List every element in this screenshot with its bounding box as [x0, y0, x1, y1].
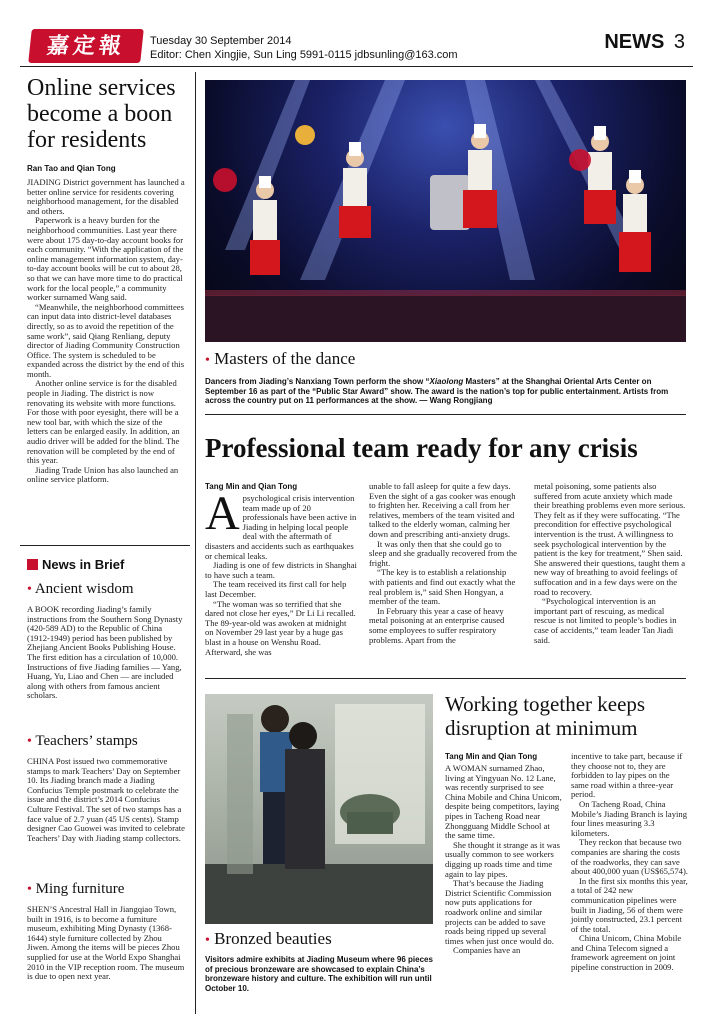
brief-title-text: Ancient wisdom: [34, 581, 134, 597]
crisis-headline: Professional team ready for any crisis: [205, 433, 638, 463]
bronze-caption: Visitors admire exhibits at Jiading Museum where 96 pieces of precious bronzeware are showcased to explain China’s bronzeware history and culture. The exhibition will run until October 10.: [205, 955, 433, 993]
crisis-paragraph: “The key is to establish a relationship with patients and find out exactly what the real problem is,” said Shen Hongyan, a member of the team.: [369, 567, 516, 607]
working-headline: Working together keeps disruption at minimum: [445, 692, 646, 740]
crisis-column-2: [369, 482, 521, 645]
brief-item-stamps: [27, 732, 185, 843]
working-column-2: [571, 752, 688, 973]
bullet-icon: •: [27, 882, 32, 897]
brief-title-text: Ming furniture: [35, 881, 125, 897]
masthead-logo-text: 嘉定報: [45, 33, 127, 59]
crisis-paragraph: It was only then that she could go to sleep and she gradually recovered from the fright.: [369, 538, 517, 568]
editor-line: Editor: Chen Xingjie, Sun Ling 5991-0115 jdbsunling@163.com: [150, 49, 458, 61]
drop-cap: A: [205, 487, 240, 540]
dance-caption: [205, 377, 686, 406]
brief-item-ancient: [27, 580, 185, 701]
brief-item-furniture: [27, 880, 185, 982]
crisis-paragraph: psychological crisis intervention team made up of 20 professionals have been active in Jiading in helping local people deal with the aftermath of disasters and accidents such as earthquakes or chemical leaks.: [205, 493, 357, 561]
brief-text: SHEN’S Ancestral Hall in Jiangqiao Town, built in 1916, is to become a furniture museum, exhibiting Ming Dynasty (1368-1644) style furniture collected by Zhou Jiwen. Among the items will be pieces Zhou supplied for use at the World Expo Shanghai 2010 in the VIP reception room. The museum is due to open next year.: [27, 904, 185, 982]
online-paragraph: Jiading Trade Union has also launched an online service platform.: [27, 464, 179, 485]
dance-caption-part: Dancers from Jiading’s Nanxiang Town perform the show “: [205, 377, 430, 386]
crisis-column-1: [205, 487, 357, 657]
online-article-body: [27, 178, 185, 485]
crisis-paragraph: In February this year a case of heavy metal poisoning at an enterprise caused some employees to suffer respiratory problems. Apart from the: [369, 605, 505, 645]
crisis-paragraph: “The woman was so terrified that she dared not close her eyes,” Dr Li Li recalled. The 89-year-old was awoken at midnight on November 29 last year by a huge gas blast in a house on Wenshu Road. Afterward, she was: [205, 598, 356, 657]
crisis-byline: Tang Min and Qian Tong: [205, 482, 298, 491]
working-paragraph: In the first six months this year, a total of 242 new communication pipelines were built in Jiading, 56 of them were jointly constructed, 23.1 percent of the total.: [571, 875, 688, 934]
dance-caption-part: Masters” at the Shanghai Oriental Arts Center on September 16 as part of the “Public Star Award” show. The award is the nation’s top for public entertainment. Artists from across the country put on 11 performances at the show. — Wang Rongjiang: [205, 377, 669, 406]
dance-caption-italic: Xiaolong: [429, 377, 464, 386]
column-divider: [195, 72, 196, 1014]
left-section-rule: [20, 545, 190, 546]
working-paragraph: They reckon that because two companies are sharing the costs of the roadworks, they can save about 400,000 yuan (US$65,574).: [571, 837, 688, 877]
online-paragraph: JIADING District government has launched a better online service for residents covering neighborhood management, for the disabled and others.: [27, 177, 185, 216]
issue-date: Tuesday 30 September 2014: [150, 35, 292, 47]
dance-rule: [205, 414, 686, 415]
section-label: [604, 31, 685, 54]
dance-photo-illustration: [205, 80, 686, 342]
crisis-paragraph: The team received its first call for help last December.: [205, 579, 347, 599]
working-paragraph: China Unicom, China Mobile and China Telecom signed a framework agreement on joint pipeline construction in 2009.: [571, 933, 682, 973]
section-name: NEWS: [604, 31, 665, 53]
working-column-1: [445, 764, 562, 956]
bullet-icon: •: [27, 734, 32, 749]
working-paragraph: Companies have an: [453, 945, 521, 956]
working-byline: Tang Min and Qian Tong: [445, 752, 538, 761]
working-paragraph: She thought it strange as it was usually common to see workers digging up roads time and time again to lay pipes.: [445, 839, 560, 879]
online-paragraph: Paperwork is a heavy burden for the neighborhood communities. Last year there were about 175 day-to-day account books for each community. “With the application of the online management information system, day-to-day account books will be cut to about 28, so that we can have more time to do practical work for the local people,” a community worker surnamed Wang said.: [27, 215, 184, 303]
bronze-photo-illustration: [205, 694, 433, 924]
brief-title-text: Teachers’ stamps: [35, 733, 138, 749]
brief-title: [27, 880, 185, 899]
header-rule: [20, 66, 693, 67]
working-paragraph: That’s because the Jiading District Scientific Commission now puts applications for roadwork online and similar projects can be added to save roads being ripped up several times when just once would do.: [445, 878, 554, 946]
brief-text: CHINA Post issued two commemorative stamps to mark Teachers’ Day on September 10. Its Jiading branch made a Jiading Confucius Temple postmark to celebrate the issue and the district’s 2014 Confucius Culture Festival. The set of two stamps has a face value of 2.7 yuan (45 US cents). Stamp designer Cao Guowei was invited to celebrate Teachers’ Day with Jiading stamp collectors.: [27, 756, 185, 843]
masthead-logo: [28, 29, 144, 63]
brief-title: [27, 732, 185, 751]
news-in-brief-label: [27, 557, 124, 572]
crisis-paragraph: metal poisoning, some patients also suffered from acute anxiety which made their breathing problems even more serious. They felt as if they were suffocating. “The precondition for effective psychological intervention is the trust. A willingness to seek psychological intervention by the patient is the key for treatment,” Shen said. She answered their questions, taught them a new way of breathing to avoid feelings of suffocation and in a few days were on the road to recovery.: [534, 481, 686, 597]
online-byline: Ran Tao and Qian Tong: [27, 164, 116, 173]
crisis-paragraph: Jiading is one of few districts in Shanghai to have such a team.: [205, 560, 357, 580]
online-paragraph: “Meanwhile, the neighborhood committees can input data into district-level databases directly, so as to avoid the repetition of the same work”, said Qiang Renliang, deputy director of Jiading Community Construction Office. The system is scheduled to be expanded across the district by the end of this month.: [27, 301, 185, 379]
bronze-title: [205, 929, 332, 951]
crisis-rule: [205, 678, 686, 679]
page-number: 3: [673, 31, 685, 53]
bullet-icon: •: [205, 933, 210, 948]
dance-title: [205, 349, 355, 371]
crisis-first-paragraph: [205, 487, 357, 561]
crisis-paragraph: “Psychological intervention is an important part of rescuing, as medical rescue is not limited to people’s bodies in case of accidents,” team leader Tan Jiadi said.: [534, 596, 677, 645]
working-paragraph: incentive to take part, because if they choose not to, they are forbidden to lay pipes on the same road within a three-year period.: [571, 751, 683, 800]
working-paragraph: A WOMAN surnamed Zhao, living at Yingyuan No. 12 Lane, was recently surprised to see China Mobile and China Unicom, despite being competitors, laying pipes in Tacheng Road near Zhongguang Middle School at the same time.: [445, 763, 562, 841]
dance-photo: [205, 80, 686, 342]
working-paragraph: On Tacheng Road, China Mobile’s Jiading Branch is laying four lines measuring 3.3 kilometers.: [571, 798, 688, 838]
brief-title: [27, 580, 185, 599]
online-headline: Online services become a boon for residents: [27, 75, 176, 153]
dance-title-text: Masters of the dance: [214, 349, 356, 368]
brief-text: A BOOK recording Jiading’s family instructions from the Southern Song Dynasty (420-589 AD) to the Republic of China (1912-1949) period has been published by Zhejiang Ancient Books Publishing House. The first edition has a circulation of 10,000. Instructions of five Jiading families — Yang, Huang, Yu, Liao and Chen — are included along with others from famous ancient scholars.: [27, 604, 183, 701]
bronze-title-text: Bronzed beauties: [214, 929, 332, 948]
red-square-icon: [27, 559, 38, 570]
bullet-icon: •: [205, 353, 210, 368]
online-paragraph: Another online service is for the disabled people in Jiading. The district is now renovating its website with more functions. For those with poor eyesight, there will be a new tool bar, with which the size of the letters can be enlarged easily. In addition, an audio driver will be added for the blind. The renovation will be completed by the end of this year.: [27, 378, 180, 466]
bronze-photo: [205, 694, 433, 924]
bullet-icon: •: [27, 582, 32, 597]
crisis-column-3: [534, 482, 686, 645]
crisis-paragraph: unable to fall asleep for quite a few days. Even the sight of a gas cooker was enough to frighten her. Receiving a call from her relatives, members of the team visited and talked to the elderly woman, calming her down and prescribing anti-anxiety drugs.: [369, 481, 516, 539]
news-in-brief-text: News in Brief: [42, 557, 125, 572]
